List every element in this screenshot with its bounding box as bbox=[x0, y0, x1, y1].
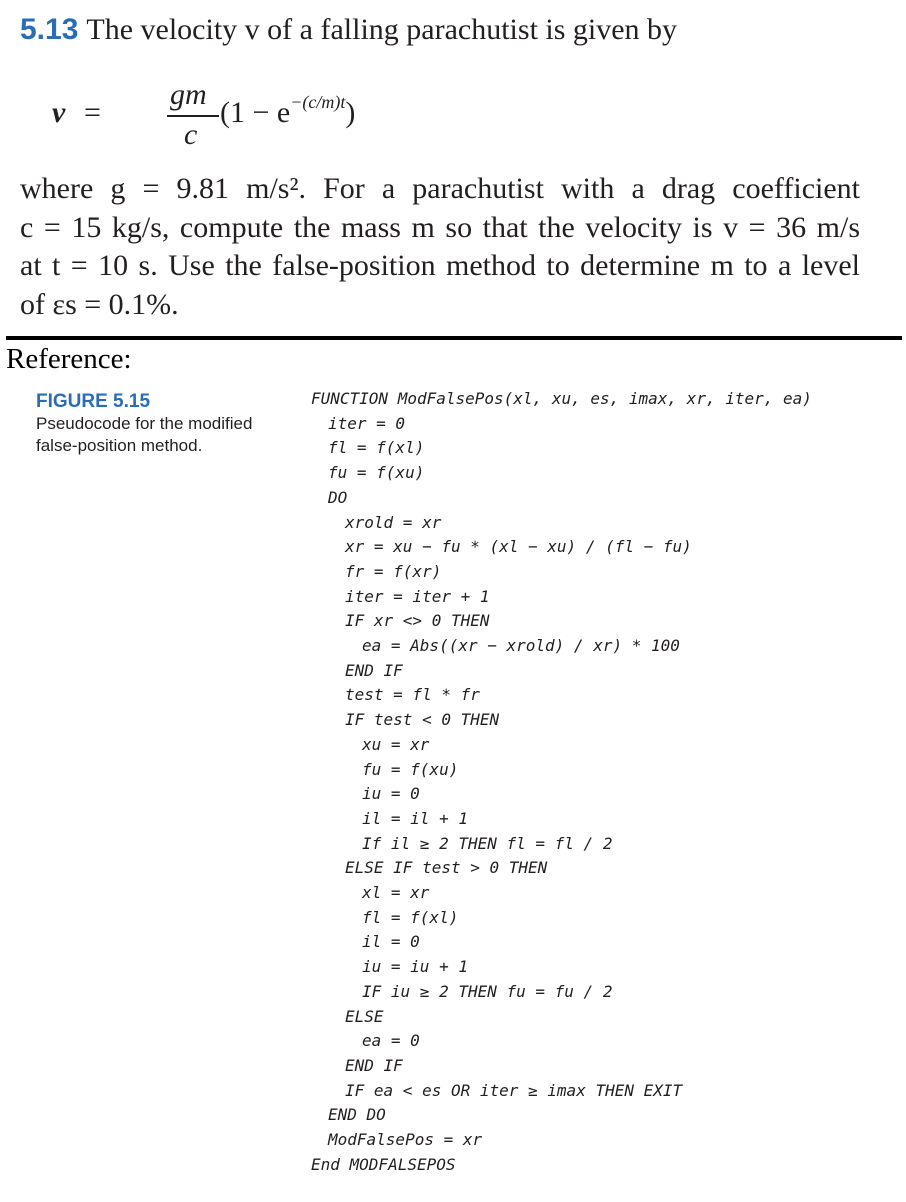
problem-body-line: at t = 10 s. Use the false-position method to determine m to a level bbox=[20, 249, 860, 282]
pseudocode-line: ELSE bbox=[345, 1006, 384, 1026]
pseudocode-line: If il ≥ 2 THEN fl = fl / 2 bbox=[362, 833, 613, 853]
pseudocode-line: END IF bbox=[345, 1055, 403, 1075]
velocity-equation bbox=[52, 78, 472, 154]
equation-numerator: gm bbox=[170, 78, 207, 111]
pseudocode-line: ModFalsePos = xr bbox=[328, 1130, 483, 1149]
equation-paren-open: (1 − e bbox=[220, 96, 291, 129]
pseudocode-line: test = fl * fr bbox=[345, 685, 480, 705]
pseudocode-line: il = il + 1 bbox=[362, 808, 468, 828]
problem-title bbox=[20, 10, 677, 50]
pseudocode-line: iter = iter + 1 bbox=[345, 586, 490, 606]
pseudocode-line: fr = f(xr) bbox=[345, 561, 442, 581]
pseudocode-line: DO bbox=[328, 487, 348, 507]
pseudocode-line: End MODFALSEPOS bbox=[311, 1154, 456, 1174]
equation-equals: = bbox=[84, 96, 101, 129]
pseudocode-line: iu = 0 bbox=[362, 784, 420, 804]
figure-title: FIGURE 5.15 bbox=[36, 391, 151, 412]
reference-label: Reference: bbox=[6, 343, 132, 375]
figure-caption: Pseudocode for the modified false-position method. bbox=[36, 414, 253, 455]
pseudocode-line: IF ea < es OR iter ≥ imax THEN EXIT bbox=[345, 1080, 683, 1100]
equation-denominator: c bbox=[184, 118, 198, 151]
pseudocode-line: fl = f(xl) bbox=[362, 907, 459, 927]
pseudocode-line: ea = Abs((xr − xrold) / xr) * 100 bbox=[362, 636, 680, 655]
pseudocode-line: IF test < 0 THEN bbox=[345, 710, 500, 730]
pseudocode-line: END DO bbox=[328, 1105, 386, 1125]
fraction-bar bbox=[167, 115, 219, 117]
pseudocode-line: il = 0 bbox=[362, 932, 420, 952]
problem-body-line: where g = 9.81 m/s². For a parachutist with a drag coefficient bbox=[20, 172, 860, 205]
pseudocode-line: iu = iu + 1 bbox=[362, 957, 468, 977]
pseudocode-line: xl = xr bbox=[362, 883, 430, 902]
problem-body bbox=[20, 170, 860, 324]
pseudocode-line: END IF bbox=[345, 660, 403, 680]
pseudocode-line: IF xr <> 0 THEN bbox=[345, 611, 490, 631]
pseudocode-line: fl = f(xl) bbox=[328, 438, 425, 458]
problem-title-text: The velocity v of a falling parachutist is given by bbox=[86, 13, 678, 46]
equation-lhs: v bbox=[52, 96, 66, 129]
section-divider bbox=[6, 336, 902, 340]
equation-exponent: −(c/m)t bbox=[290, 92, 346, 112]
pseudocode-line: IF iu ≥ 2 THEN fu = fu / 2 bbox=[362, 981, 613, 1001]
pseudocode-line: fu = f(xu) bbox=[328, 463, 425, 483]
pseudocode-line: iter = 0 bbox=[328, 413, 406, 433]
pseudocode-line: fu = f(xu) bbox=[362, 759, 459, 779]
equation-paren-close: ) bbox=[345, 96, 356, 129]
pseudocode-line: ea = 0 bbox=[362, 1031, 420, 1051]
pseudocode-line: xrold = xr bbox=[345, 512, 442, 532]
equation-parenthetical bbox=[220, 92, 356, 130]
pseudocode-line: ELSE IF test > 0 THEN bbox=[345, 858, 548, 878]
pseudocode-line: xu = xr bbox=[362, 734, 430, 754]
pseudocode-line: FUNCTION ModFalsePos(xl, xu, es, imax, xr, iter, ea) bbox=[311, 389, 812, 408]
pseudocode-line: xr = xu − fu * (xl − xu) / (fl − fu) bbox=[345, 537, 692, 557]
problem-number: 5.13 bbox=[20, 13, 79, 46]
problem-body-line: of εs = 0.1%. bbox=[20, 287, 179, 321]
problem-body-line: c = 15 kg/s, compute the mass m so that the velocity is v = 36 m/s bbox=[20, 210, 860, 244]
